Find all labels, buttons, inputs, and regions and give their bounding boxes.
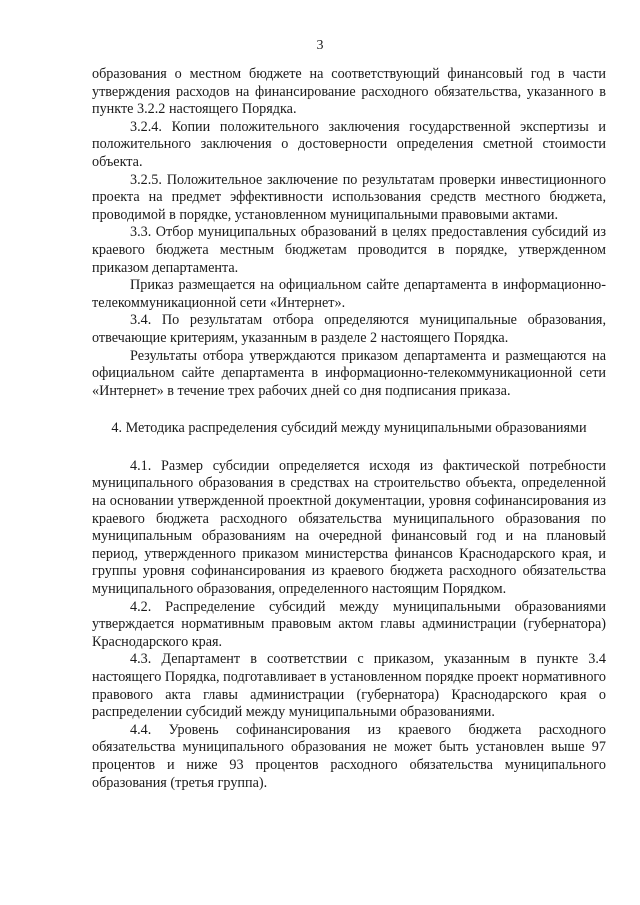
document-body	[92, 66, 606, 792]
paragraph-4-3: 4.3. Департамент в соответствии с приказом, указанным в пункте 3.4 настоящего Порядка, подготавливает в установленном порядке проект нормативного правового акта главы администрации (губернатора) Краснодарского края о распределении субсидий между муниципальными образованиями.	[92, 651, 606, 721]
paragraph-continuation: образования о местном бюджете на соответствующий финансовый год в части утверждения расходов на финансирование расходного обязательства, указанного в пункте 3.2.2 настоящего Порядка.	[92, 66, 606, 118]
paragraph-3-2-4: 3.2.4. Копии положительного заключения государственной экспертизы и положительного заключения о достоверности определения сметной стоимости объекта.	[92, 118, 606, 170]
paragraph-selection-results: Результаты отбора утверждаются приказом департамента и размещаются на официальном сайте департамента в информационно-телекоммуникационной сети «Интернет» в течение трех рабочих дней со дня подписания приказа.	[92, 347, 606, 399]
paragraph-4-2: 4.2. Распределение субсидий между муниципальными образованиями утверждается нормативным правовым актом главы администрации (губернатора) Краснодарского края.	[92, 598, 606, 650]
paragraph-order-publication: Приказ размещается на официальном сайте департамента в информационно-телекоммуникационной сети «Интернет».	[92, 277, 606, 311]
paragraph-3-2-5: 3.2.5. Положительное заключение по результатам проверки инвестиционного проекта на предмет эффективности использования средств местного бюджета, проводимой в порядке, установленном муниципальными правовыми актами.	[92, 171, 606, 223]
paragraph-3-4: 3.4. По результатам отбора определяются муниципальные образования, отвечающие критериям, указанным в разделе 2 настоящего Порядка.	[92, 312, 606, 346]
paragraph-4-1: 4.1. Размер субсидии определяется исходя из фактической потребности муниципального образования в средствах на строительство объекта, определенной на основании утвержденной проектной документации, уровня софинансирования из краевого бюджета расходного обязательства муниципального образования по муниципальным образованиям на очередной финансовый год и на плановый период, утвержденного приказом министерства финансов Краснодарского края, и группы уровня софинансирования из краевого бюджета расходного обязательства муниципального образования, определенного настоящим Порядком.	[92, 457, 606, 598]
paragraph-3-3: 3.3. Отбор муниципальных образований в целях предоставления субсидий из краевого бюджета местным бюджетам проводится в порядке, утвержденном приказом департамента.	[92, 224, 606, 276]
page-number: 3	[316, 38, 324, 53]
section-heading: 4. Методика распределения субсидий между муниципальными образованиями	[111, 420, 587, 437]
paragraph-4-4: 4.4. Уровень софинансирования из краевого бюджета расходного обязательства муниципального образования не может быть установлен выше 97 процентов и ниже 93 процентов расходного обязательства муниципального образования (третья группа).	[92, 721, 606, 791]
